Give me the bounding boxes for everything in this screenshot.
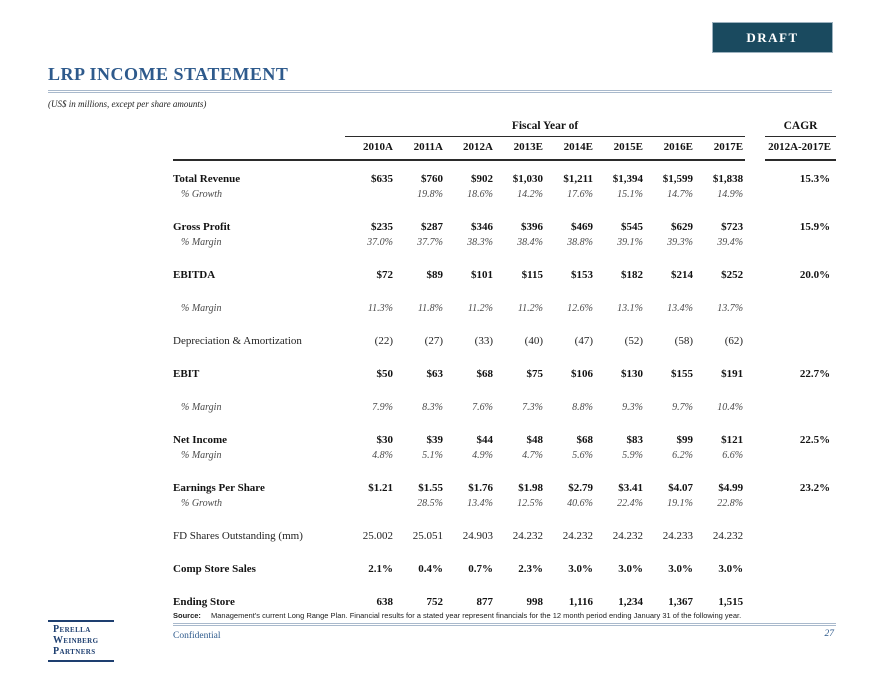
value-cell: 5.9% xyxy=(622,450,643,461)
value-cell: $1,030 xyxy=(512,173,543,185)
perella-weinberg-logo xyxy=(48,620,114,662)
income-table-body xyxy=(173,160,836,610)
value-cell: 7.9% xyxy=(372,402,393,413)
table-year-header-row xyxy=(173,137,836,161)
cagr-cell xyxy=(765,544,836,577)
value-cell: $545 xyxy=(621,221,643,233)
table-row xyxy=(173,349,836,382)
value-cell: 38.4% xyxy=(517,237,543,248)
cagr-cell xyxy=(765,511,836,544)
year-header: 2016E xyxy=(645,137,695,161)
row-label: Comp Store Sales xyxy=(173,563,256,575)
value-cell: 24.903 xyxy=(462,530,493,542)
value-cell: $1.21 xyxy=(368,482,393,494)
cagr-cell: 15.9% xyxy=(799,221,831,233)
value-cell: $1,838 xyxy=(712,173,744,185)
cagr-header: CAGR xyxy=(765,119,836,137)
value-cell: $4.99 xyxy=(718,482,744,494)
value-cell: $760 xyxy=(421,173,443,185)
value-cell: 39.3% xyxy=(667,237,693,248)
value-cell: (58) xyxy=(674,335,693,347)
row-label: Total Revenue xyxy=(173,173,241,185)
cagr-cell xyxy=(765,382,836,415)
value-cell: $191 xyxy=(721,368,744,380)
value-cell: 10.4% xyxy=(717,402,744,413)
value-cell: 25.002 xyxy=(362,530,393,542)
table-row xyxy=(173,202,836,235)
value-cell: $68 xyxy=(476,368,493,380)
value-cell: 9.3% xyxy=(622,402,643,413)
row-label: % Margin xyxy=(181,237,222,248)
value-cell: $72 xyxy=(376,269,393,281)
table-group-header-row xyxy=(173,119,836,137)
value-cell: (22) xyxy=(374,335,393,347)
value-cell: $99 xyxy=(676,434,693,446)
value-cell: 11.2% xyxy=(467,303,493,314)
value-cell: 1,367 xyxy=(668,596,693,608)
year-header: 2015E xyxy=(595,137,645,161)
value-cell: (40) xyxy=(524,335,543,347)
value-cell: $252 xyxy=(721,269,744,281)
value-cell: $1.76 xyxy=(468,482,493,494)
column-spacer xyxy=(745,415,765,448)
value-cell: 3.0% xyxy=(568,563,593,575)
column-spacer xyxy=(745,382,765,415)
row-label: % Growth xyxy=(181,498,223,509)
column-spacer xyxy=(745,448,765,463)
source-note xyxy=(173,611,836,620)
value-cell: (33) xyxy=(474,335,493,347)
value-cell: 8.8% xyxy=(572,402,593,413)
table-row xyxy=(173,235,836,250)
row-label: EBITDA xyxy=(173,269,216,281)
value-cell: 11.3% xyxy=(367,303,393,314)
logo-line: Weinberg xyxy=(53,635,99,646)
header-spacer xyxy=(173,137,345,161)
value-cell: 14.9% xyxy=(717,189,744,200)
title-divider xyxy=(48,90,832,93)
value-cell: 18.6% xyxy=(467,189,493,200)
value-cell: $214 xyxy=(671,269,693,281)
value-cell: 6.6% xyxy=(722,450,744,461)
value-cell: 37.7% xyxy=(417,237,443,248)
value-cell: $63 xyxy=(426,368,443,380)
cagr-cell: 15.3% xyxy=(799,173,831,185)
value-cell xyxy=(345,187,395,202)
year-header: 2013E xyxy=(495,137,545,161)
value-cell: 13.4% xyxy=(667,303,693,314)
table-row xyxy=(173,448,836,463)
value-cell: $287 xyxy=(421,221,443,233)
table-row xyxy=(173,577,836,610)
value-cell: 24.232 xyxy=(612,530,643,542)
cagr-cell: 23.2% xyxy=(799,482,831,494)
table-row xyxy=(173,415,836,448)
column-spacer xyxy=(745,137,765,161)
value-cell: 24.232 xyxy=(712,530,744,542)
value-cell: 11.2% xyxy=(517,303,543,314)
table-row xyxy=(173,316,836,349)
value-cell: 15.1% xyxy=(617,189,643,200)
value-cell: 40.6% xyxy=(567,498,593,509)
value-cell: $68 xyxy=(576,434,593,446)
value-cell: 9.7% xyxy=(672,402,693,413)
value-cell: $83 xyxy=(626,434,643,446)
page-title: LRP INCOME STATEMENT xyxy=(48,64,289,84)
value-cell: 877 xyxy=(476,596,493,608)
row-label: % Margin xyxy=(181,402,222,413)
value-cell: $3.41 xyxy=(618,482,643,494)
year-header: 2010A xyxy=(345,137,395,161)
value-cell: 22.4% xyxy=(617,498,643,509)
value-cell: $1,211 xyxy=(563,173,593,185)
value-cell: 4.7% xyxy=(522,450,543,461)
column-spacer xyxy=(745,283,765,316)
source-text: Management’s current Long Range Plan. Financial results for a stated year represent financials for the 12 month period ending January 31 of the following year. xyxy=(211,611,742,620)
value-cell: 24.232 xyxy=(562,530,593,542)
value-cell: 13.7% xyxy=(717,303,744,314)
page-number: 27 xyxy=(824,629,834,639)
value-cell: $75 xyxy=(526,368,543,380)
value-cell: 1,234 xyxy=(618,596,643,608)
value-cell: $396 xyxy=(521,221,543,233)
table-row xyxy=(173,463,836,496)
value-cell: 13.4% xyxy=(467,498,493,509)
value-cell: 5.6% xyxy=(572,450,593,461)
logo-line: Partners xyxy=(53,646,96,657)
value-cell: 0.7% xyxy=(468,563,493,575)
column-spacer xyxy=(745,160,765,187)
row-label: % Margin xyxy=(181,303,222,314)
value-cell: 37.0% xyxy=(367,237,393,248)
value-cell: 38.3% xyxy=(467,237,493,248)
footer-divider xyxy=(173,623,836,626)
value-cell: $155 xyxy=(671,368,693,380)
row-label: EBIT xyxy=(173,368,200,380)
value-cell: 4.9% xyxy=(472,450,493,461)
value-cell: $89 xyxy=(426,269,443,281)
value-cell: $44 xyxy=(476,434,493,446)
confidential-label: Confidential xyxy=(173,631,221,641)
cagr-cell xyxy=(765,235,836,250)
draft-stamp xyxy=(712,22,833,53)
row-label: Gross Profit xyxy=(173,221,231,233)
value-cell: 39.4% xyxy=(717,237,744,248)
value-cell: $902 xyxy=(471,173,493,185)
value-cell: $130 xyxy=(621,368,643,380)
value-cell: $50 xyxy=(376,368,393,380)
year-header: 2012A xyxy=(445,137,495,161)
value-cell: 17.6% xyxy=(567,189,593,200)
value-cell: (47) xyxy=(574,335,593,347)
column-spacer xyxy=(745,250,765,283)
value-cell: 38.8% xyxy=(567,237,593,248)
value-cell: $1.55 xyxy=(418,482,443,494)
column-spacer xyxy=(745,511,765,544)
value-cell: 14.7% xyxy=(667,189,693,200)
value-cell: (52) xyxy=(624,335,643,347)
value-cell: 998 xyxy=(526,596,543,608)
value-cell: 14.2% xyxy=(517,189,543,200)
year-header: 2017E xyxy=(695,137,745,161)
logo-line: Perella xyxy=(53,624,91,635)
value-cell: $2.79 xyxy=(568,482,593,494)
value-cell: $115 xyxy=(521,269,543,281)
column-spacer xyxy=(745,577,765,610)
value-cell: 19.1% xyxy=(667,498,693,509)
value-cell: $1,394 xyxy=(612,173,643,185)
value-cell: 6.2% xyxy=(672,450,693,461)
value-cell: 19.8% xyxy=(417,189,443,200)
row-label: % Margin xyxy=(181,450,222,461)
value-cell: 2.1% xyxy=(368,563,393,575)
row-label: % Growth xyxy=(181,189,223,200)
value-cell: 11.8% xyxy=(417,303,443,314)
value-cell: $182 xyxy=(621,269,643,281)
value-cell: 7.6% xyxy=(472,402,493,413)
row-label: Net Income xyxy=(173,434,228,446)
value-cell: 2.3% xyxy=(518,563,543,575)
value-cell: 24.232 xyxy=(512,530,543,542)
value-cell: $30 xyxy=(376,434,393,446)
value-cell: $635 xyxy=(371,173,393,185)
fiscal-year-group-header: Fiscal Year of xyxy=(345,119,745,137)
value-cell: $1.98 xyxy=(518,482,543,494)
cagr-cell xyxy=(765,577,836,610)
column-spacer xyxy=(745,235,765,250)
table-row xyxy=(173,187,836,202)
column-spacer xyxy=(745,119,765,137)
column-spacer xyxy=(745,187,765,202)
cagr-cell: 22.5% xyxy=(799,434,831,446)
column-spacer xyxy=(745,463,765,496)
cagr-cell xyxy=(765,283,836,316)
cagr-cell xyxy=(765,448,836,463)
value-cell: 3.0% xyxy=(618,563,643,575)
table-row xyxy=(173,496,836,511)
table-row xyxy=(173,160,836,187)
table-row xyxy=(173,511,836,544)
value-cell: 22.8% xyxy=(717,498,744,509)
column-spacer xyxy=(745,316,765,349)
cagr-cell xyxy=(765,496,836,511)
value-cell: 1,116 xyxy=(568,596,593,608)
draft-stamp-label: DRAFT xyxy=(746,29,799,45)
value-cell: $153 xyxy=(571,269,593,281)
units-note: (US$ in millions, except per share amounts) xyxy=(48,99,207,109)
cagr-cell xyxy=(765,316,836,349)
cagr-cell: 22.7% xyxy=(799,368,831,380)
value-cell: 12.6% xyxy=(567,303,593,314)
value-cell: 7.3% xyxy=(522,402,543,413)
value-cell: 0.4% xyxy=(418,563,443,575)
value-cell: 13.1% xyxy=(617,303,643,314)
value-cell: 24.233 xyxy=(662,530,693,542)
value-cell: $48 xyxy=(526,434,543,446)
value-cell: $4.07 xyxy=(668,482,693,494)
value-cell: $469 xyxy=(571,221,593,233)
table-row xyxy=(173,544,836,577)
cagr-cell: 20.0% xyxy=(799,269,831,281)
value-cell: 4.8% xyxy=(372,450,393,461)
year-header: 2014E xyxy=(545,137,595,161)
value-cell: $39 xyxy=(426,434,443,446)
value-cell: 1,515 xyxy=(718,596,744,608)
value-cell: 752 xyxy=(426,596,443,608)
value-cell: 39.1% xyxy=(617,237,643,248)
column-spacer xyxy=(745,349,765,382)
table-row xyxy=(173,283,836,316)
income-table xyxy=(173,119,836,610)
value-cell: $723 xyxy=(721,221,744,233)
column-spacer xyxy=(745,202,765,235)
row-label: Ending Store xyxy=(173,596,235,608)
source-label: Source: xyxy=(173,611,201,620)
value-cell: 8.3% xyxy=(422,402,443,413)
header-spacer xyxy=(173,119,345,137)
column-spacer xyxy=(745,544,765,577)
value-cell: $106 xyxy=(571,368,593,380)
value-cell: $121 xyxy=(721,434,744,446)
value-cell: (62) xyxy=(724,335,744,347)
column-spacer xyxy=(745,496,765,511)
row-label: FD Shares Outstanding (mm) xyxy=(173,530,303,542)
value-cell: (27) xyxy=(424,335,443,347)
value-cell: 12.5% xyxy=(517,498,543,509)
value-cell: 25.051 xyxy=(412,530,443,542)
value-cell: 638 xyxy=(376,596,393,608)
value-cell: $101 xyxy=(471,269,493,281)
value-cell: $629 xyxy=(671,221,693,233)
value-cell: $1,599 xyxy=(662,173,693,185)
value-cell: 5.1% xyxy=(422,450,443,461)
cagr-cell xyxy=(765,187,836,202)
value-cell: 28.5% xyxy=(417,498,443,509)
value-cell xyxy=(345,496,395,511)
row-label: Depreciation & Amortization xyxy=(173,335,302,347)
income-statement-table xyxy=(173,119,836,610)
value-cell: 3.0% xyxy=(718,563,744,575)
table-row xyxy=(173,382,836,415)
value-cell: $235 xyxy=(371,221,393,233)
row-label: Earnings Per Share xyxy=(173,482,265,494)
cagr-period-header: 2012A-2017E xyxy=(765,137,836,161)
value-cell: $346 xyxy=(471,221,493,233)
year-header: 2011A xyxy=(395,137,445,161)
value-cell: 3.0% xyxy=(668,563,693,575)
table-row xyxy=(173,250,836,283)
